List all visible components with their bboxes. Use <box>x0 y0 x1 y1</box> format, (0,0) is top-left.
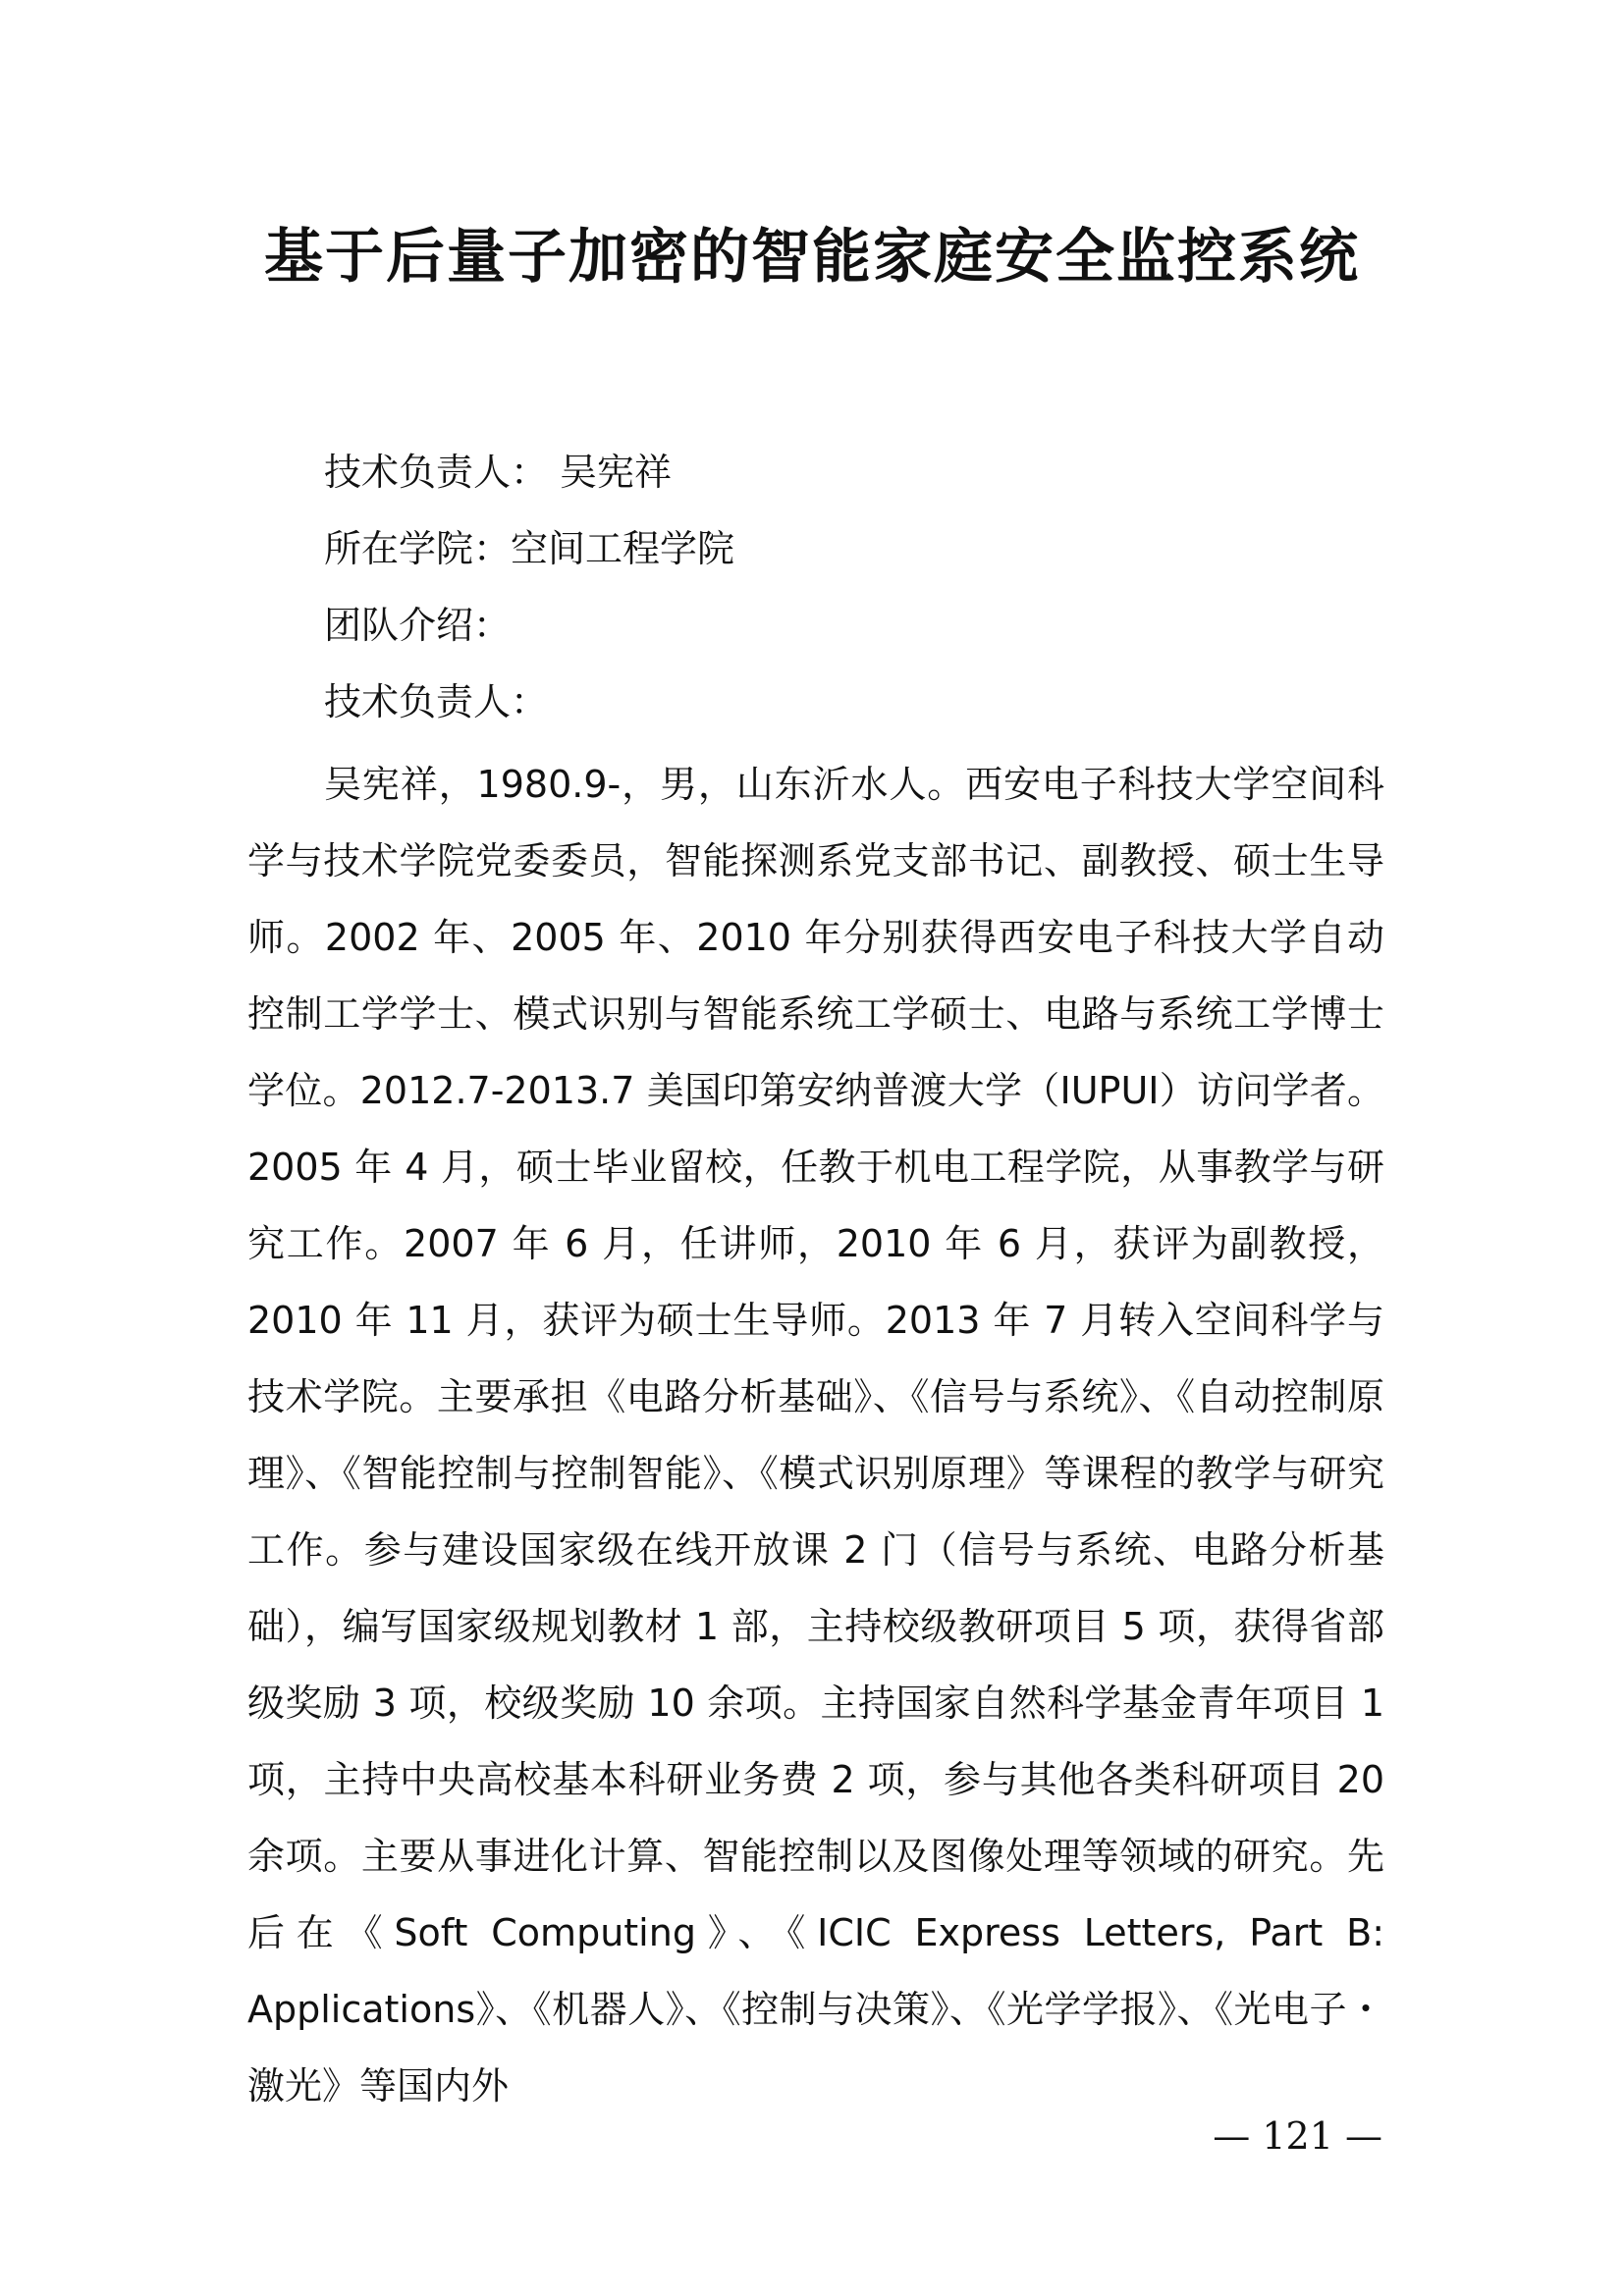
info-line-team-intro <box>324 600 1404 651</box>
page-number: — 121 — <box>1213 2114 1382 2158</box>
info-line-college <box>324 523 1404 574</box>
info-line-tech-lead-heading <box>324 676 1404 727</box>
info-line-tech-lead <box>324 447 1404 498</box>
info-label-tech-lead-heading: 技术负责人： <box>324 680 549 723</box>
info-label-team-intro: 团队介绍： <box>324 604 512 647</box>
info-value-tech-lead: 吴宪祥 <box>560 451 673 494</box>
info-value-college: 空间工程学院 <box>511 527 735 570</box>
info-label-college: 所在学院： <box>324 527 512 570</box>
document-title: 基于后量子加密的智能家庭安全监控系统 <box>264 223 1360 292</box>
info-label-tech-lead: 技术负责人： <box>324 451 549 494</box>
biography-paragraph: 吴宪祥，1980.9-，男，山东沂水人。西安电子科技大学空间科学与技术学院党委委员，智能探测系党支部书记、副教授、硕士生导师。2002 年、2005 年、2010 年分别获得西安电子科技大学自动控制工学学士、模式识别与智能系统工学硕士、电路与系统工学博士学位。2012.7-2013.7 美国印第安纳普渡大学（IUPUI）访问学者。2005 年 4 月，硕士毕业留校，任教于机电工程学院，从事教学与研究工作。2007 年 6 月，任讲师，2010 年 6 月，获评为副教授，2010 年 11 月，获评为硕士生导师。2013 年 7 月转入空间科学与技术学院。主要承担《电路分析基础》、《信号与系统》、《自动控制原理》、《智能控制与控制智能》、《模式识别原理》等课程的教学与研究工作。参与建设国家级在线开放课 2 门（信号与系统、电路分析基础），编写国家级规划教材 1 部，主持校级教研项目 5 项，获得省部级奖励 3 项，校级奖励 10 余项。主持国家自然科学基金青年项目 1 项，主持中央高校基本科研业务费 2 项，参与其他各类科研项目 20 余项。主要从事进化计算、智能控制以及图像处理等领域的研究。先后在《Soft Computing》、《ICIC Express Letters, Part B: Applications》、《机器人》、《控制与决策》、《光学学报》、《光电子・激光》等国内外 <box>247 763 1384 2108</box>
